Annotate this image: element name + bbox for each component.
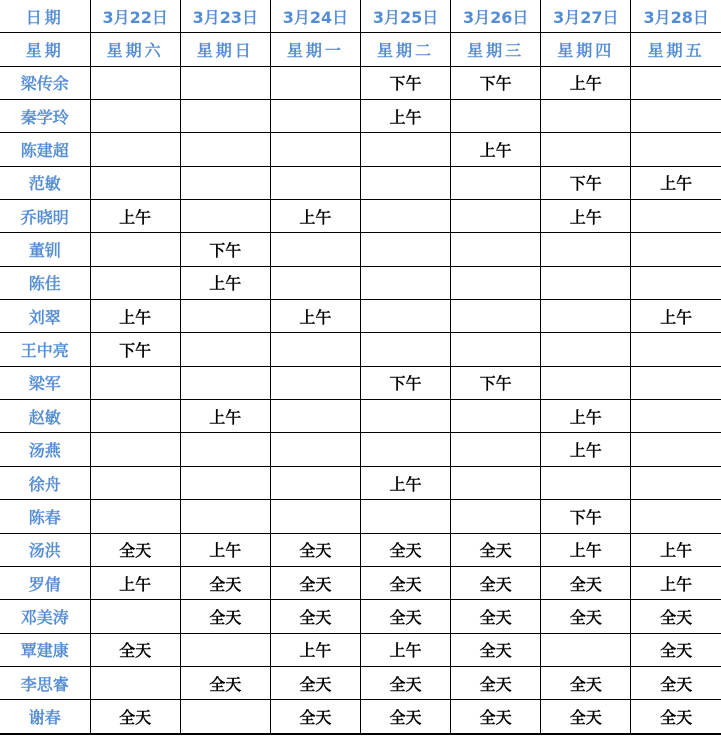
shift-cell[interactable]: [631, 133, 721, 166]
shift-cell[interactable]: [90, 400, 180, 433]
person-row: [0, 266, 721, 299]
shift-cell[interactable]: 全天: [90, 633, 180, 666]
person-name-cell[interactable]: 谢春: [0, 700, 90, 734]
shift-cell[interactable]: 上午: [270, 633, 360, 666]
shift-cell[interactable]: [631, 366, 721, 399]
shift-cell[interactable]: 全天: [361, 700, 451, 734]
date-header-cell[interactable]: 3月26日: [451, 0, 541, 33]
shift-cell[interactable]: 上午: [270, 199, 360, 232]
shift-cell[interactable]: [361, 166, 451, 199]
shift-cell[interactable]: [361, 266, 451, 299]
person-name-cell[interactable]: 梁军: [0, 366, 90, 399]
shift-cell[interactable]: [451, 233, 541, 266]
shift-cell[interactable]: [541, 466, 631, 499]
shift-cell[interactable]: 上午: [631, 166, 721, 199]
shift-cell[interactable]: 上午: [541, 199, 631, 232]
shift-cell[interactable]: 下午: [361, 66, 451, 99]
shift-cell[interactable]: [361, 199, 451, 232]
weekday-header-cell[interactable]: 星期四: [541, 33, 631, 66]
person-name-cell[interactable]: 陈建超: [0, 133, 90, 166]
shift-cell[interactable]: [180, 333, 270, 366]
person-name-cell[interactable]: 秦学玲: [0, 99, 90, 132]
shift-cell[interactable]: [631, 99, 721, 132]
shift-cell[interactable]: 全天: [180, 566, 270, 599]
person-name-cell[interactable]: 汤洪: [0, 533, 90, 566]
shift-cell[interactable]: [180, 66, 270, 99]
shift-cell[interactable]: 全天: [451, 633, 541, 666]
shift-cell[interactable]: 全天: [631, 600, 721, 633]
date-row-label-cell[interactable]: 日期: [0, 0, 90, 33]
date-header-cell[interactable]: 3月23日: [180, 0, 270, 33]
shift-cell[interactable]: [541, 133, 631, 166]
person-name-cell[interactable]: 邓美涛: [0, 600, 90, 633]
shift-cell[interactable]: [270, 433, 360, 466]
shift-cell[interactable]: [90, 466, 180, 499]
shift-cell[interactable]: [631, 66, 721, 99]
person-name-cell[interactable]: 赵敏: [0, 400, 90, 433]
shift-cell[interactable]: 下午: [451, 66, 541, 99]
shift-cell[interactable]: 上午: [361, 99, 451, 132]
shift-cell[interactable]: [180, 99, 270, 132]
shift-cell[interactable]: [361, 433, 451, 466]
shift-cell[interactable]: 全天: [180, 600, 270, 633]
shift-cell[interactable]: [631, 400, 721, 433]
shift-cell[interactable]: 全天: [361, 666, 451, 699]
shift-cell[interactable]: 上午: [90, 199, 180, 232]
shift-cell[interactable]: [270, 66, 360, 99]
shift-cell[interactable]: 全天: [541, 700, 631, 734]
shift-cell[interactable]: [90, 66, 180, 99]
person-name-cell[interactable]: 徐舟: [0, 466, 90, 499]
weekday-header-cell[interactable]: 星期六: [90, 33, 180, 66]
shift-cell[interactable]: 下午: [541, 500, 631, 533]
person-row: [0, 66, 721, 99]
date-header-cell[interactable]: 3月22日: [90, 0, 180, 33]
person-row: [0, 233, 721, 266]
date-header-cell[interactable]: 3月28日: [631, 0, 721, 33]
shift-cell[interactable]: [270, 333, 360, 366]
shift-cell[interactable]: [541, 266, 631, 299]
shift-cell[interactable]: [180, 166, 270, 199]
shift-cell[interactable]: 上午: [361, 633, 451, 666]
shift-cell[interactable]: 全天: [451, 700, 541, 734]
shift-cell[interactable]: 全天: [90, 533, 180, 566]
shift-cell[interactable]: [631, 333, 721, 366]
shift-cell[interactable]: 上午: [541, 433, 631, 466]
shift-cell[interactable]: [90, 433, 180, 466]
shift-cell[interactable]: [90, 600, 180, 633]
shift-cell[interactable]: 全天: [631, 633, 721, 666]
shift-cell[interactable]: [541, 333, 631, 366]
shift-cell[interactable]: 全天: [361, 566, 451, 599]
shift-cell[interactable]: [451, 99, 541, 132]
shift-cell[interactable]: [90, 266, 180, 299]
person-row: [0, 566, 721, 599]
shift-cell[interactable]: [180, 433, 270, 466]
shift-cell[interactable]: [180, 366, 270, 399]
person-row: [0, 466, 721, 499]
shift-cell[interactable]: [451, 166, 541, 199]
shift-cell[interactable]: 全天: [631, 700, 721, 734]
shift-cell[interactable]: [180, 133, 270, 166]
shift-cell[interactable]: [451, 266, 541, 299]
person-name-cell[interactable]: 陈春: [0, 500, 90, 533]
shift-cell[interactable]: [541, 300, 631, 333]
shift-cell[interactable]: [90, 666, 180, 699]
shift-cell[interactable]: 全天: [451, 533, 541, 566]
person-name-cell[interactable]: 范敏: [0, 166, 90, 199]
person-row: [0, 433, 721, 466]
shift-cell[interactable]: 全天: [270, 533, 360, 566]
shift-cell[interactable]: 全天: [270, 600, 360, 633]
shift-cell[interactable]: [361, 133, 451, 166]
weekday-header-cell[interactable]: 星期五: [631, 33, 721, 66]
shift-cell[interactable]: 全天: [541, 600, 631, 633]
shift-cell[interactable]: [270, 133, 360, 166]
date-header-cell[interactable]: 3月24日: [270, 0, 360, 33]
shift-cell[interactable]: [180, 199, 270, 232]
person-row: [0, 666, 721, 699]
shift-cell[interactable]: 全天: [90, 700, 180, 734]
person-name-cell[interactable]: 罗倩: [0, 566, 90, 599]
shift-cell[interactable]: 下午: [90, 333, 180, 366]
shift-cell[interactable]: [361, 233, 451, 266]
shift-cell[interactable]: [270, 400, 360, 433]
person-row: [0, 199, 721, 232]
shift-cell[interactable]: 上午: [270, 300, 360, 333]
shift-cell[interactable]: [270, 500, 360, 533]
shift-cell[interactable]: [90, 99, 180, 132]
person-name-cell[interactable]: 梁传余: [0, 66, 90, 99]
shift-cell[interactable]: [361, 333, 451, 366]
shift-cell[interactable]: 上午: [361, 466, 451, 499]
person-row: [0, 300, 721, 333]
shift-cell[interactable]: 下午: [541, 166, 631, 199]
person-row: [0, 633, 721, 666]
person-name-cell[interactable]: 刘翠: [0, 300, 90, 333]
shift-cell[interactable]: [361, 500, 451, 533]
weekday-header-row: [0, 33, 721, 66]
shift-cell[interactable]: 下午: [361, 366, 451, 399]
person-row: [0, 99, 721, 132]
shift-cell[interactable]: 上午: [451, 133, 541, 166]
person-name-cell[interactable]: 王中亮: [0, 333, 90, 366]
shift-cell[interactable]: [541, 99, 631, 132]
shift-cell[interactable]: [541, 366, 631, 399]
shift-cell[interactable]: 全天: [451, 566, 541, 599]
shift-cell[interactable]: [541, 233, 631, 266]
person-row: [0, 333, 721, 366]
person-row: [0, 500, 721, 533]
shift-cell[interactable]: [90, 233, 180, 266]
shift-cell[interactable]: 全天: [451, 666, 541, 699]
shift-cell[interactable]: 全天: [270, 700, 360, 734]
shift-cell[interactable]: [631, 466, 721, 499]
shift-cell[interactable]: 全天: [541, 566, 631, 599]
person-row: [0, 600, 721, 633]
shift-cell[interactable]: 上午: [90, 300, 180, 333]
shift-cell[interactable]: [631, 199, 721, 232]
week-row-label-cell[interactable]: 星期: [0, 33, 90, 66]
shift-cell[interactable]: [270, 233, 360, 266]
shift-cell[interactable]: 全天: [541, 666, 631, 699]
shift-cell[interactable]: 上午: [631, 300, 721, 333]
weekday-header-cell[interactable]: 星期一: [270, 33, 360, 66]
shift-cell[interactable]: [631, 233, 721, 266]
shift-cell[interactable]: [90, 500, 180, 533]
shift-cell[interactable]: [270, 99, 360, 132]
shift-cell[interactable]: [361, 300, 451, 333]
shift-cell[interactable]: [541, 633, 631, 666]
shift-cell[interactable]: [90, 166, 180, 199]
shift-cell[interactable]: 上午: [180, 533, 270, 566]
shift-cell[interactable]: 上午: [631, 533, 721, 566]
shift-cell[interactable]: [451, 466, 541, 499]
person-name-cell[interactable]: 汤燕: [0, 433, 90, 466]
date-header-cell[interactable]: 3月27日: [541, 0, 631, 33]
shift-cell[interactable]: [451, 500, 541, 533]
shift-cell[interactable]: 上午: [541, 533, 631, 566]
date-header-cell[interactable]: 3月25日: [361, 0, 451, 33]
shift-cell[interactable]: [180, 300, 270, 333]
shift-cell[interactable]: [180, 700, 270, 734]
shift-cell[interactable]: 下午: [180, 233, 270, 266]
shift-cell[interactable]: [270, 466, 360, 499]
shift-cell[interactable]: [631, 433, 721, 466]
shift-cell[interactable]: 上午: [541, 66, 631, 99]
shift-cell[interactable]: 全天: [631, 666, 721, 699]
weekday-header-cell[interactable]: 星期三: [451, 33, 541, 66]
shift-cell[interactable]: 上午: [631, 566, 721, 599]
person-name-cell[interactable]: 乔晓明: [0, 199, 90, 232]
person-name-cell[interactable]: 董钏: [0, 233, 90, 266]
shift-cell[interactable]: [270, 166, 360, 199]
shift-cell[interactable]: [451, 333, 541, 366]
shift-cell[interactable]: [631, 266, 721, 299]
shift-cell[interactable]: [270, 266, 360, 299]
person-row: [0, 700, 721, 734]
shift-cell[interactable]: [361, 400, 451, 433]
shift-cell[interactable]: [451, 433, 541, 466]
shift-cell[interactable]: [631, 500, 721, 533]
shift-cell[interactable]: 全天: [270, 566, 360, 599]
shift-cell[interactable]: [90, 133, 180, 166]
shift-cell[interactable]: 全天: [361, 533, 451, 566]
shift-cell[interactable]: [180, 466, 270, 499]
shift-cell[interactable]: [90, 366, 180, 399]
weekday-header-cell[interactable]: 星期二: [361, 33, 451, 66]
person-row: [0, 133, 721, 166]
person-row: [0, 400, 721, 433]
person-row: [0, 533, 721, 566]
shift-cell[interactable]: [451, 199, 541, 232]
shift-cell[interactable]: [180, 633, 270, 666]
shift-cell[interactable]: 下午: [451, 366, 541, 399]
person-name-cell[interactable]: 覃建康: [0, 633, 90, 666]
shift-cell[interactable]: 上午: [180, 266, 270, 299]
shift-cell[interactable]: [270, 366, 360, 399]
shift-cell[interactable]: [180, 500, 270, 533]
shift-cell[interactable]: [451, 400, 541, 433]
shift-cell[interactable]: 全天: [361, 600, 451, 633]
shift-cell[interactable]: 上午: [541, 400, 631, 433]
weekday-header-cell[interactable]: 星期日: [180, 33, 270, 66]
person-row: [0, 366, 721, 399]
person-name-cell[interactable]: 陈佳: [0, 266, 90, 299]
person-name-cell[interactable]: 李思睿: [0, 666, 90, 699]
shift-cell[interactable]: 全天: [451, 600, 541, 633]
shift-cell[interactable]: 全天: [270, 666, 360, 699]
shift-cell[interactable]: [451, 300, 541, 333]
shift-cell[interactable]: 上午: [90, 566, 180, 599]
person-row: [0, 166, 721, 199]
shift-cell[interactable]: 上午: [180, 400, 270, 433]
shift-cell[interactable]: 全天: [180, 666, 270, 699]
date-header-row: [0, 0, 721, 33]
